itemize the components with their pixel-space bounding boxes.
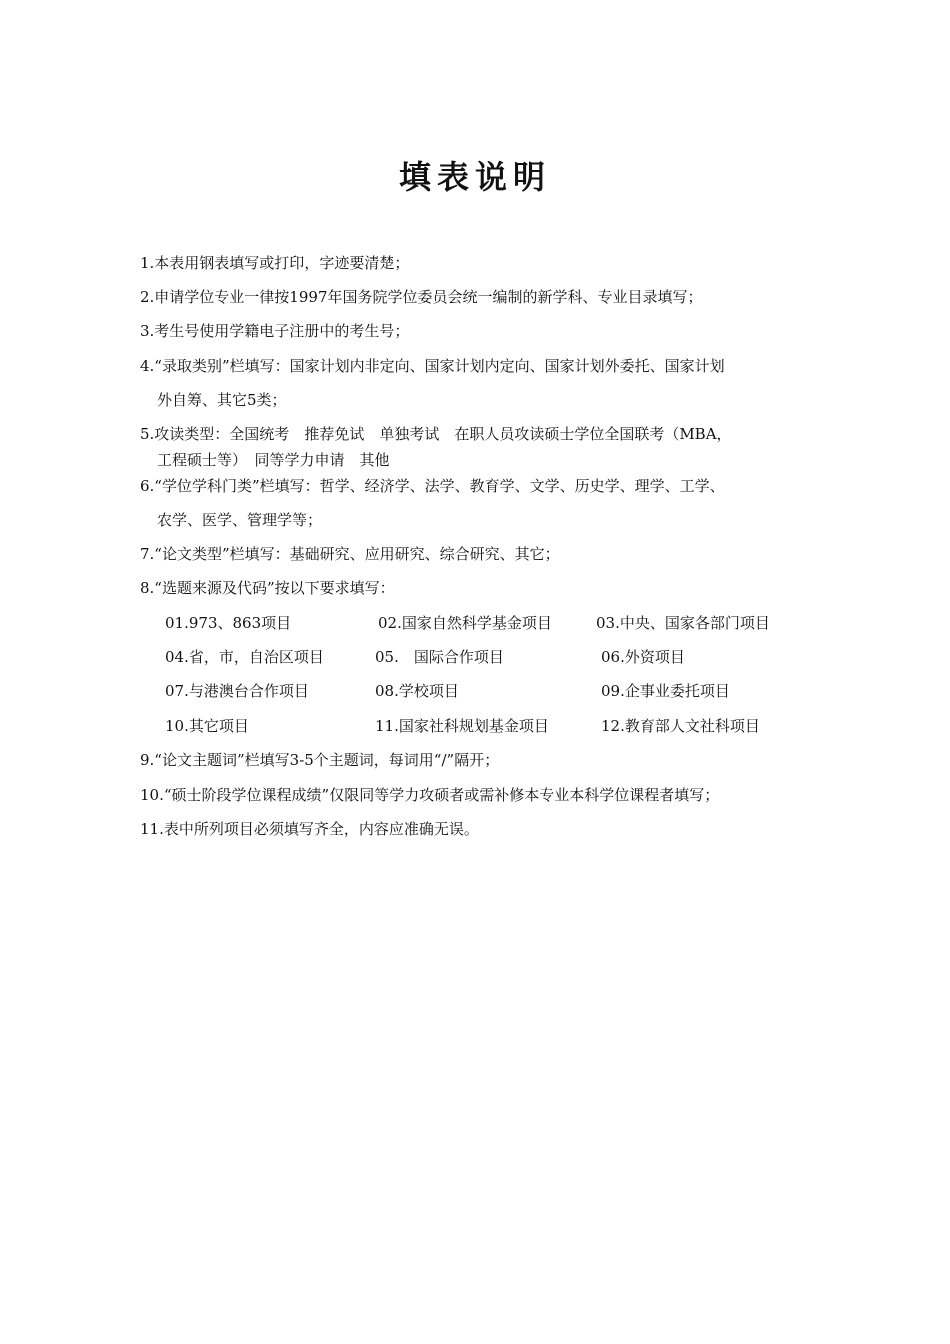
instruction-item-4: 4.“录取类别”栏填写：国家计划内非定向、国家计划内定向、国家计划外委托、国家计划 [140, 357, 725, 375]
instruction-item-10: 10.“硕士阶段学位课程成绩”仅限同等学力攻硕者或需补修本专业本科学位课程者填写； [140, 786, 720, 804]
instruction-item-9: 9.“论文主题词”栏填写3-5个主题词，每词用“/”隔开； [140, 751, 500, 769]
source-code-01: 01.973、863项目 [165, 614, 292, 632]
source-code-02: 02.国家自然科学基金项目 [378, 614, 552, 632]
source-code-08: 08.学校项目 [375, 682, 459, 700]
instruction-item-5: 5.攻读类型：全国统考 推荐免试 单独考试 在职人员攻读硕士学位全国联考（MBA， [140, 425, 732, 443]
instruction-item-6-cont: 农学、医学、管理学等； [157, 511, 323, 529]
source-code-10: 10.其它项目 [165, 717, 249, 735]
source-code-07: 07.与港澳台合作项目 [165, 682, 309, 700]
source-code-05: 05. 国际合作项目 [375, 648, 504, 666]
source-code-06: 06.外资项目 [601, 648, 685, 666]
instruction-item-2: 2.申请学位专业一律按1997年国务院学位委员会统一编制的新学科、专业目录填写； [140, 288, 703, 306]
instruction-item-8: 8.“选题来源及代码”按以下要求填写： [140, 579, 395, 597]
instruction-item-3: 3.考生号使用学籍电子注册中的考生号； [140, 322, 410, 340]
source-code-03: 03.中央、国家各部门项目 [596, 614, 770, 632]
source-code-11: 11.国家社科规划基金项目 [375, 717, 549, 735]
instruction-item-7: 7.“论文类型”栏填写：基础研究、应用研究、综合研究、其它； [140, 545, 560, 563]
page-title: 填表说明 [398, 158, 551, 196]
instruction-item-11: 11.表中所列项目必须填写齐全，内容应准确无误。 [140, 820, 479, 838]
source-code-04: 04.省，市，自治区项目 [165, 648, 324, 666]
instruction-item-5-cont: 工程硕士等） 同等学力申请 其他 [157, 451, 390, 469]
instruction-item-4-cont: 外自筹、其它5类； [157, 391, 287, 409]
source-code-12: 12.教育部人文社科项目 [601, 717, 760, 735]
source-code-09: 09.企事业委托项目 [601, 682, 730, 700]
instruction-item-6: 6.“学位学科门类”栏填写：哲学、经济学、法学、教育学、文学、历史学、理学、工学、 [140, 477, 725, 495]
instruction-item-1: 1.本表用钢表填写或打印，字迹要清楚； [140, 254, 410, 272]
